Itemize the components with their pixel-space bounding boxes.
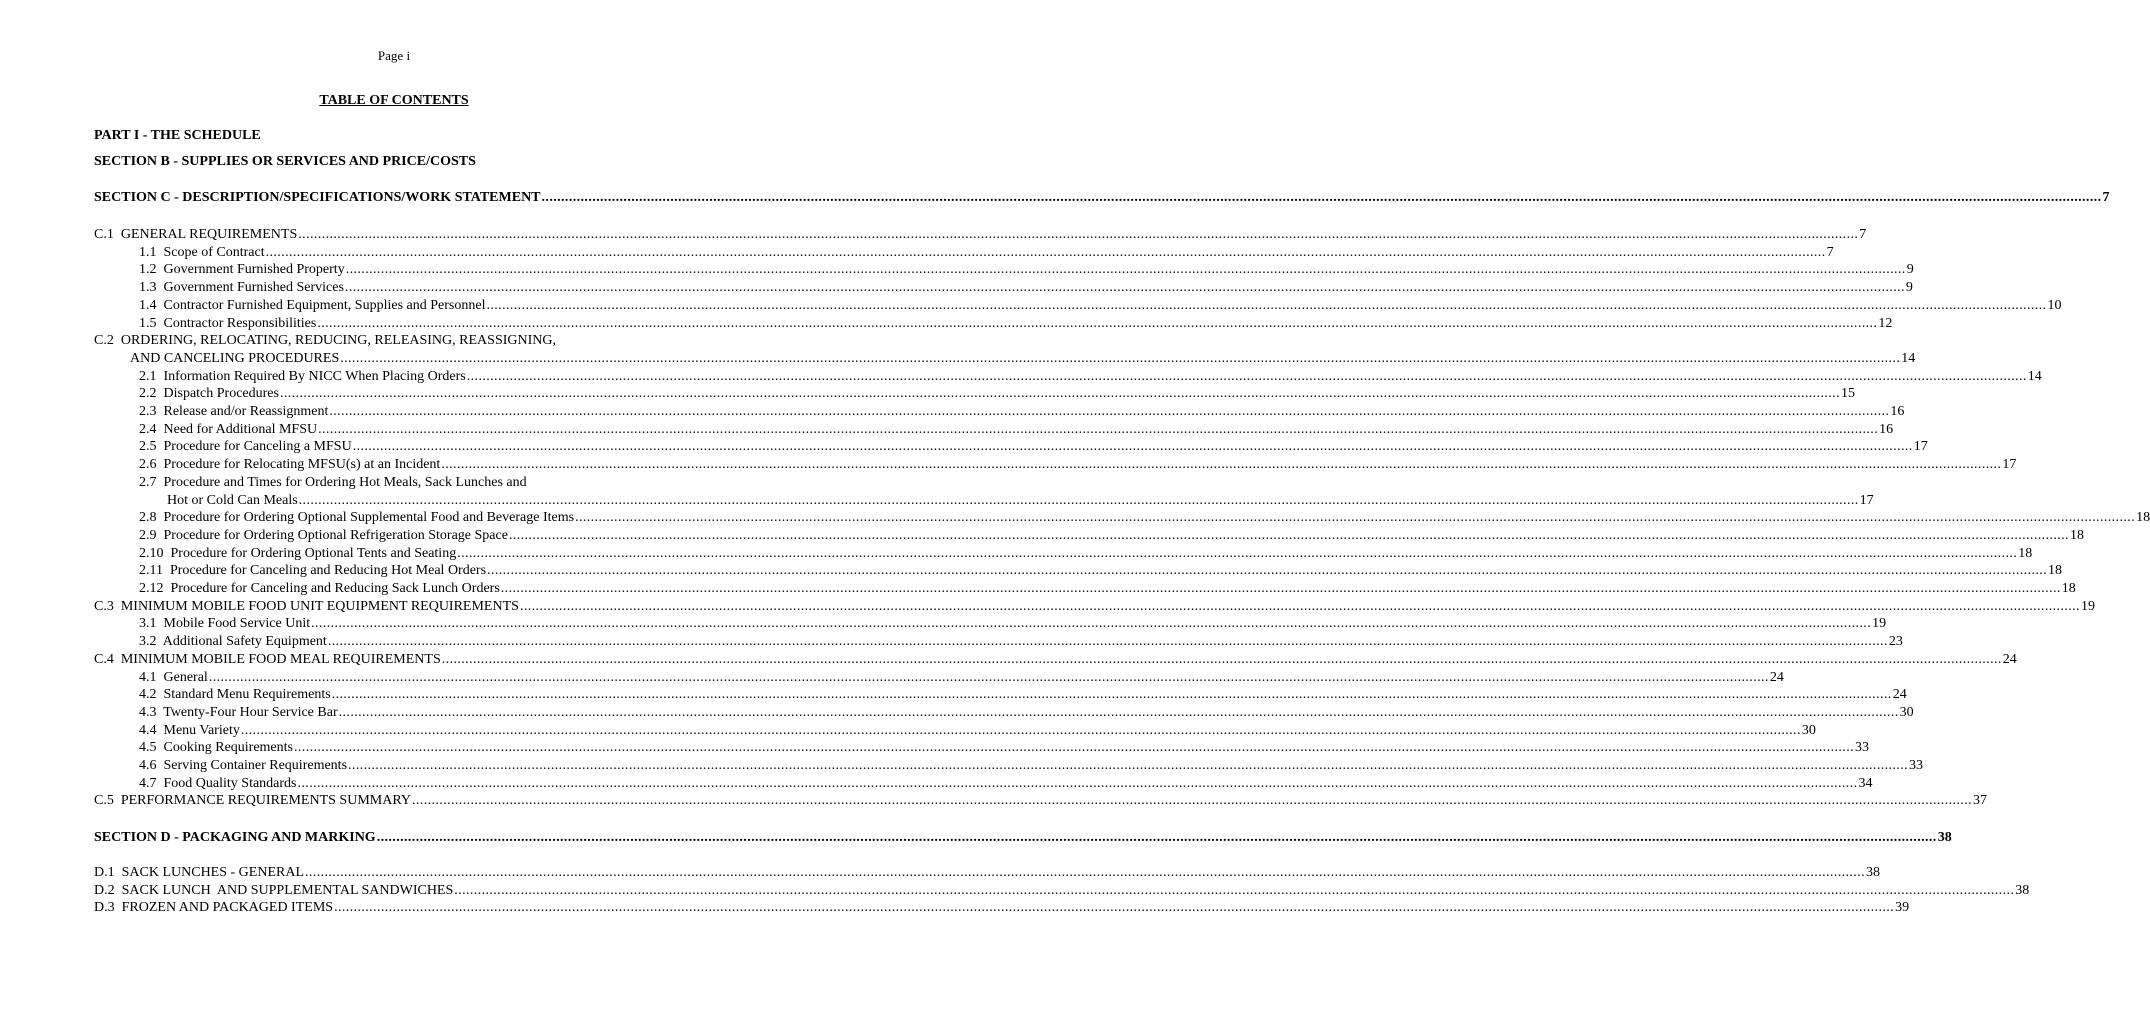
toc-entry-page: 24 xyxy=(1769,669,1784,685)
toc-title-text: TABLE OF CONTENTS xyxy=(319,93,469,108)
toc-c4-item-6[interactable] xyxy=(139,757,1924,775)
toc-entry-label: Hot or Cold Can Meals xyxy=(167,492,298,508)
toc-entry-label: 2.9 Procedure for Ordering Optional Refrigeration Storage Space xyxy=(139,527,508,543)
toc-entry-page: 18 xyxy=(2069,527,2084,543)
toc-c4-item-5[interactable] xyxy=(139,739,1869,757)
toc-section-c[interactable] xyxy=(94,189,2110,207)
toc-entry-label: 4.3 Twenty-Four Hour Service Bar xyxy=(139,704,338,720)
dot-leader: ................................................................................................................................................................................................................................................................................................................................................................................................................ xyxy=(352,439,1913,455)
toc-entry-label: 3.1 Mobile Food Service Unit xyxy=(139,616,311,632)
dot-leader: ................................................................................................................................................................................................................................................................................................................................................................................................................ xyxy=(298,227,1859,242)
toc-c2-item-6[interactable] xyxy=(139,456,2017,474)
toc-entry-label: 4.6 Serving Container Requirements xyxy=(139,758,348,773)
toc-entry-page: 15 xyxy=(1840,386,1855,402)
toc-entry-page: 18 xyxy=(2018,545,2033,561)
part-heading: PART I - THE SCHEDULE xyxy=(94,128,261,143)
toc-entry-label: D.3 FROZEN AND PACKAGED ITEMS xyxy=(94,900,334,916)
toc-entry-page: 24 xyxy=(1892,687,1907,703)
toc-c2-item-12[interactable] xyxy=(139,580,2076,598)
dot-leader: ................................................................................................................................................................................................................................................................................................................................................................................................................ xyxy=(340,350,1901,366)
dot-leader: ................................................................................................................................................................................................................................................................................................................................................................................................................ xyxy=(541,190,2102,205)
toc-d-item-2[interactable] xyxy=(94,882,2030,900)
dot-leader: ................................................................................................................................................................................................................................................................................................................................................................................................................ xyxy=(297,775,1858,791)
toc-c2-item-1[interactable] xyxy=(139,368,2042,386)
toc-entry-label: SECTION C - DESCRIPTION/SPECIFICATIONS/WORK STATEMENT xyxy=(94,190,541,205)
dot-leader: ................................................................................................................................................................................................................................................................................................................................................................................................................ xyxy=(487,563,2048,579)
dot-leader: ................................................................................................................................................................................................................................................................................................................................................................................................................ xyxy=(311,616,1872,632)
toc-entry-page: 18 xyxy=(2136,510,2150,526)
toc-c1[interactable] xyxy=(94,226,1867,244)
toc-entry-page: 19 xyxy=(2080,598,2095,614)
toc-c2-item-8[interactable] xyxy=(139,509,2150,527)
toc-entry-page: 7 xyxy=(2102,190,2110,205)
toc-entry-label: 2.3 Release and/or Reassignment xyxy=(139,404,329,419)
toc-c2-item-7-line1: 2.7 Procedure and Times for Ordering Hot Meals, Sack Lunches and xyxy=(139,474,527,490)
toc-entry-page: 9 xyxy=(1906,262,1914,278)
toc-entry-page: 7 xyxy=(1826,244,1834,260)
toc-c2-item-5[interactable] xyxy=(139,438,1928,456)
toc-entry-page: 39 xyxy=(1895,900,1910,916)
dot-leader: ................................................................................................................................................................................................................................................................................................................................................................................................................ xyxy=(317,315,1878,331)
dot-leader: ................................................................................................................................................................................................................................................................................................................................................................................................................ xyxy=(344,280,1905,296)
toc-entry-page: 16 xyxy=(1890,404,1905,419)
dot-leader: ................................................................................................................................................................................................................................................................................................................................................................................................................ xyxy=(294,740,1854,756)
toc-entry-page: 37 xyxy=(1973,793,1987,809)
toc-entry-page: 38 xyxy=(2015,882,2030,898)
toc-entry-page: 33 xyxy=(1909,758,1924,773)
toc-c2-item-11[interactable] xyxy=(139,562,2063,580)
dot-leader: ................................................................................................................................................................................................................................................................................................................................................................................................................ xyxy=(208,669,1769,685)
dot-leader: ................................................................................................................................................................................................................................................................................................................................................................................................................ xyxy=(240,722,1801,738)
section-b-heading: SECTION B - SUPPLIES OR SERVICES AND PRICE/COSTS xyxy=(94,154,476,169)
toc-entry-page: 18 xyxy=(2061,581,2076,596)
toc-d-item-3[interactable] xyxy=(94,899,1910,917)
toc-entry-label: D.1 SACK LUNCHES - GENERAL xyxy=(94,865,304,880)
dot-leader: ................................................................................................................................................................................................................................................................................................................................................................................................................ xyxy=(298,492,1859,508)
toc-entry-page: 24 xyxy=(2002,651,2017,667)
dot-leader: ................................................................................................................................................................................................................................................................................................................................................................................................................ xyxy=(348,758,1909,773)
toc-c3-item-1[interactable] xyxy=(139,615,1887,633)
dot-leader: ................................................................................................................................................................................................................................................................................................................................................................................................................ xyxy=(318,421,1879,437)
toc-entry-page: 30 xyxy=(1801,722,1816,738)
dot-leader: ................................................................................................................................................................................................................................................................................................................................................................................................................ xyxy=(327,634,1888,650)
toc-entry-label: 3.2 Additional Safety Equipment xyxy=(139,634,327,650)
toc-entry-label: C.4 MINIMUM MOBILE FOOD MEAL REQUIREMENTS xyxy=(94,651,441,667)
toc-entry-page: 12 xyxy=(1878,315,1893,331)
toc-entry-label: 4.7 Food Quality Standards xyxy=(139,775,297,791)
toc-c2-item-7[interactable] xyxy=(167,492,1874,510)
toc-c1-item-1[interactable] xyxy=(139,244,1834,262)
toc-c2-item-2[interactable] xyxy=(139,385,1855,403)
dot-leader: ................................................................................................................................................................................................................................................................................................................................................................................................................ xyxy=(441,457,2002,473)
dot-leader: ................................................................................................................................................................................................................................................................................................................................................................................................................ xyxy=(279,386,1840,402)
dot-leader: ................................................................................................................................................................................................................................................................................................................................................................................................................ xyxy=(331,687,1892,703)
toc-entry-label: 2.4 Need for Additional MFSU xyxy=(139,421,318,437)
toc-entry-page: 16 xyxy=(1879,421,1894,437)
toc-entry-label: 1.5 Contractor Responsibilities xyxy=(139,315,317,331)
toc-section-d[interactable] xyxy=(94,829,1952,847)
dot-leader: ................................................................................................................................................................................................................................................................................................................................................................................................................ xyxy=(412,793,1972,809)
toc-entry-label: 1.2 Government Furnished Property xyxy=(139,262,345,278)
toc-c2-item-10[interactable] xyxy=(139,545,2033,563)
dot-leader: ................................................................................................................................................................................................................................................................................................................................................................................................................ xyxy=(508,527,2069,543)
toc-entry-page: 14 xyxy=(2027,368,2042,384)
toc-entry-label: 2.1 Information Required By NICC When Placing Orders xyxy=(139,368,466,384)
toc-entry-page: 10 xyxy=(2047,297,2062,313)
toc-c2-item-4[interactable] xyxy=(139,421,1894,439)
toc-entry-label: SECTION D - PACKAGING AND MARKING xyxy=(94,830,376,845)
toc-c4-item-1[interactable] xyxy=(139,669,1784,687)
dot-leader: ................................................................................................................................................................................................................................................................................................................................................................................................................ xyxy=(329,404,1890,419)
toc-c4-item-3[interactable] xyxy=(139,704,1914,722)
toc-c4[interactable] xyxy=(94,651,2017,669)
toc-c2-item-3[interactable] xyxy=(139,403,1905,421)
toc-c2[interactable] xyxy=(130,350,1916,368)
dot-leader: ................................................................................................................................................................................................................................................................................................................................................................................................................ xyxy=(575,510,2136,526)
toc-entry-label: 4.2 Standard Menu Requirements xyxy=(139,687,331,703)
toc-entry-page: 7 xyxy=(1859,227,1867,242)
toc-c1-item-5[interactable] xyxy=(139,315,1893,333)
toc-c1-item-2[interactable] xyxy=(139,261,1914,279)
toc-entry-label: 2.12 Procedure for Canceling and Reducing Sack Lunch Orders xyxy=(139,581,500,596)
dot-leader: ................................................................................................................................................................................................................................................................................................................................................................................................................ xyxy=(305,865,1865,880)
toc-entry-label: 4.1 General xyxy=(139,669,208,685)
toc-entry-label: 2.10 Procedure for Ordering Optional Tents and Seating xyxy=(139,545,457,561)
toc-c4-item-7[interactable] xyxy=(139,775,1873,793)
toc-entry-page: 17 xyxy=(1859,492,1874,508)
page-number: Page i xyxy=(377,48,411,63)
dot-leader: ................................................................................................................................................................................................................................................................................................................................................................................................................ xyxy=(466,368,2027,384)
toc-entry-page: 17 xyxy=(2002,457,2017,473)
toc-entry-label: 1.4 Contractor Furnished Equipment, Supplies and Personnel xyxy=(139,297,486,313)
dot-leader: ................................................................................................................................................................................................................................................................................................................................................................................................................ xyxy=(457,545,2018,561)
toc-c1-item-3[interactable] xyxy=(139,279,1913,297)
toc-c2-item-9[interactable] xyxy=(139,527,2084,545)
toc-entry-page: 34 xyxy=(1858,775,1873,791)
toc-entry-label: 4.5 Cooking Requirements xyxy=(139,740,293,756)
dot-leader: ................................................................................................................................................................................................................................................................................................................................................................................................................ xyxy=(265,244,1826,260)
toc-entry-page: 17 xyxy=(1913,439,1928,455)
toc-d-item-1[interactable] xyxy=(94,864,1880,882)
toc-entry-page: 30 xyxy=(1899,704,1914,720)
toc-entry-label: 2.11 Procedure for Canceling and Reducing Hot Meal Orders xyxy=(139,563,487,579)
toc-title xyxy=(0,93,788,109)
toc-entry-label: 1.3 Government Furnished Services xyxy=(139,280,344,296)
dot-leader: ................................................................................................................................................................................................................................................................................................................................................................................................................ xyxy=(486,297,2047,313)
dot-leader: ................................................................................................................................................................................................................................................................................................................................................................................................................ xyxy=(345,262,1906,278)
toc-entry-label: D.2 SACK LUNCH AND SUPPLEMENTAL SANDWICHES xyxy=(94,882,454,898)
toc-entry-label: 1.1 Scope of Contract xyxy=(139,244,265,260)
dot-leader: ................................................................................................................................................................................................................................................................................................................................................................................................................ xyxy=(454,882,2015,898)
toc-entry-label: C.1 GENERAL REQUIREMENTS xyxy=(94,227,298,242)
toc-c2-line1: C.2 ORDERING, RELOCATING, REDUCING, RELEASING, REASSIGNING, xyxy=(94,333,556,349)
toc-entry-page: 38 xyxy=(1937,830,1952,845)
toc-entry-label: 2.8 Procedure for Ordering Optional Supplemental Food and Beverage Items xyxy=(139,510,575,526)
toc-entry-label: C.5 PERFORMANCE REQUIREMENTS SUMMARY xyxy=(94,793,411,809)
dot-leader: ................................................................................................................................................................................................................................................................................................................................................................................................................ xyxy=(376,830,1937,845)
toc-c1-item-4[interactable] xyxy=(139,297,2062,315)
dot-leader: ................................................................................................................................................................................................................................................................................................................................................................................................................ xyxy=(441,651,2002,667)
toc-entry-page: 33 xyxy=(1855,740,1869,756)
toc-entry-page: 23 xyxy=(1888,634,1903,650)
toc-entry-page: 38 xyxy=(1866,865,1880,880)
toc-c3[interactable] xyxy=(94,598,2095,616)
toc-entry-label: 2.6 Procedure for Relocating MFSU(s) at an Incident xyxy=(139,457,441,473)
toc-c3-item-2[interactable] xyxy=(139,633,1903,651)
toc-entry-page: 14 xyxy=(1901,350,1916,366)
dot-leader: ................................................................................................................................................................................................................................................................................................................................................................................................................ xyxy=(338,704,1899,720)
dot-leader: ................................................................................................................................................................................................................................................................................................................................................................................................................ xyxy=(334,900,1895,916)
toc-c4-item-4[interactable] xyxy=(139,722,1816,740)
toc-entry-label: 2.5 Procedure for Canceling a MFSU xyxy=(139,439,352,455)
toc-entry-page: 18 xyxy=(2048,563,2063,579)
dot-leader: ................................................................................................................................................................................................................................................................................................................................................................................................................ xyxy=(500,581,2061,596)
toc-entry-page: 19 xyxy=(1872,616,1887,632)
toc-entry-label: 2.2 Dispatch Procedures xyxy=(139,386,279,402)
toc-entry-page: 9 xyxy=(1905,280,1913,296)
toc-c4-item-2[interactable] xyxy=(139,686,1907,704)
dot-leader: ................................................................................................................................................................................................................................................................................................................................................................................................................ xyxy=(519,598,2080,614)
toc-c5[interactable] xyxy=(94,792,1987,810)
toc-entry-label: C.3 MINIMUM MOBILE FOOD UNIT EQUIPMENT REQUIREMENTS xyxy=(94,598,519,614)
toc-entry-label: AND CANCELING PROCEDURES xyxy=(130,350,340,366)
toc-entry-label: 4.4 Menu Variety xyxy=(139,722,240,738)
